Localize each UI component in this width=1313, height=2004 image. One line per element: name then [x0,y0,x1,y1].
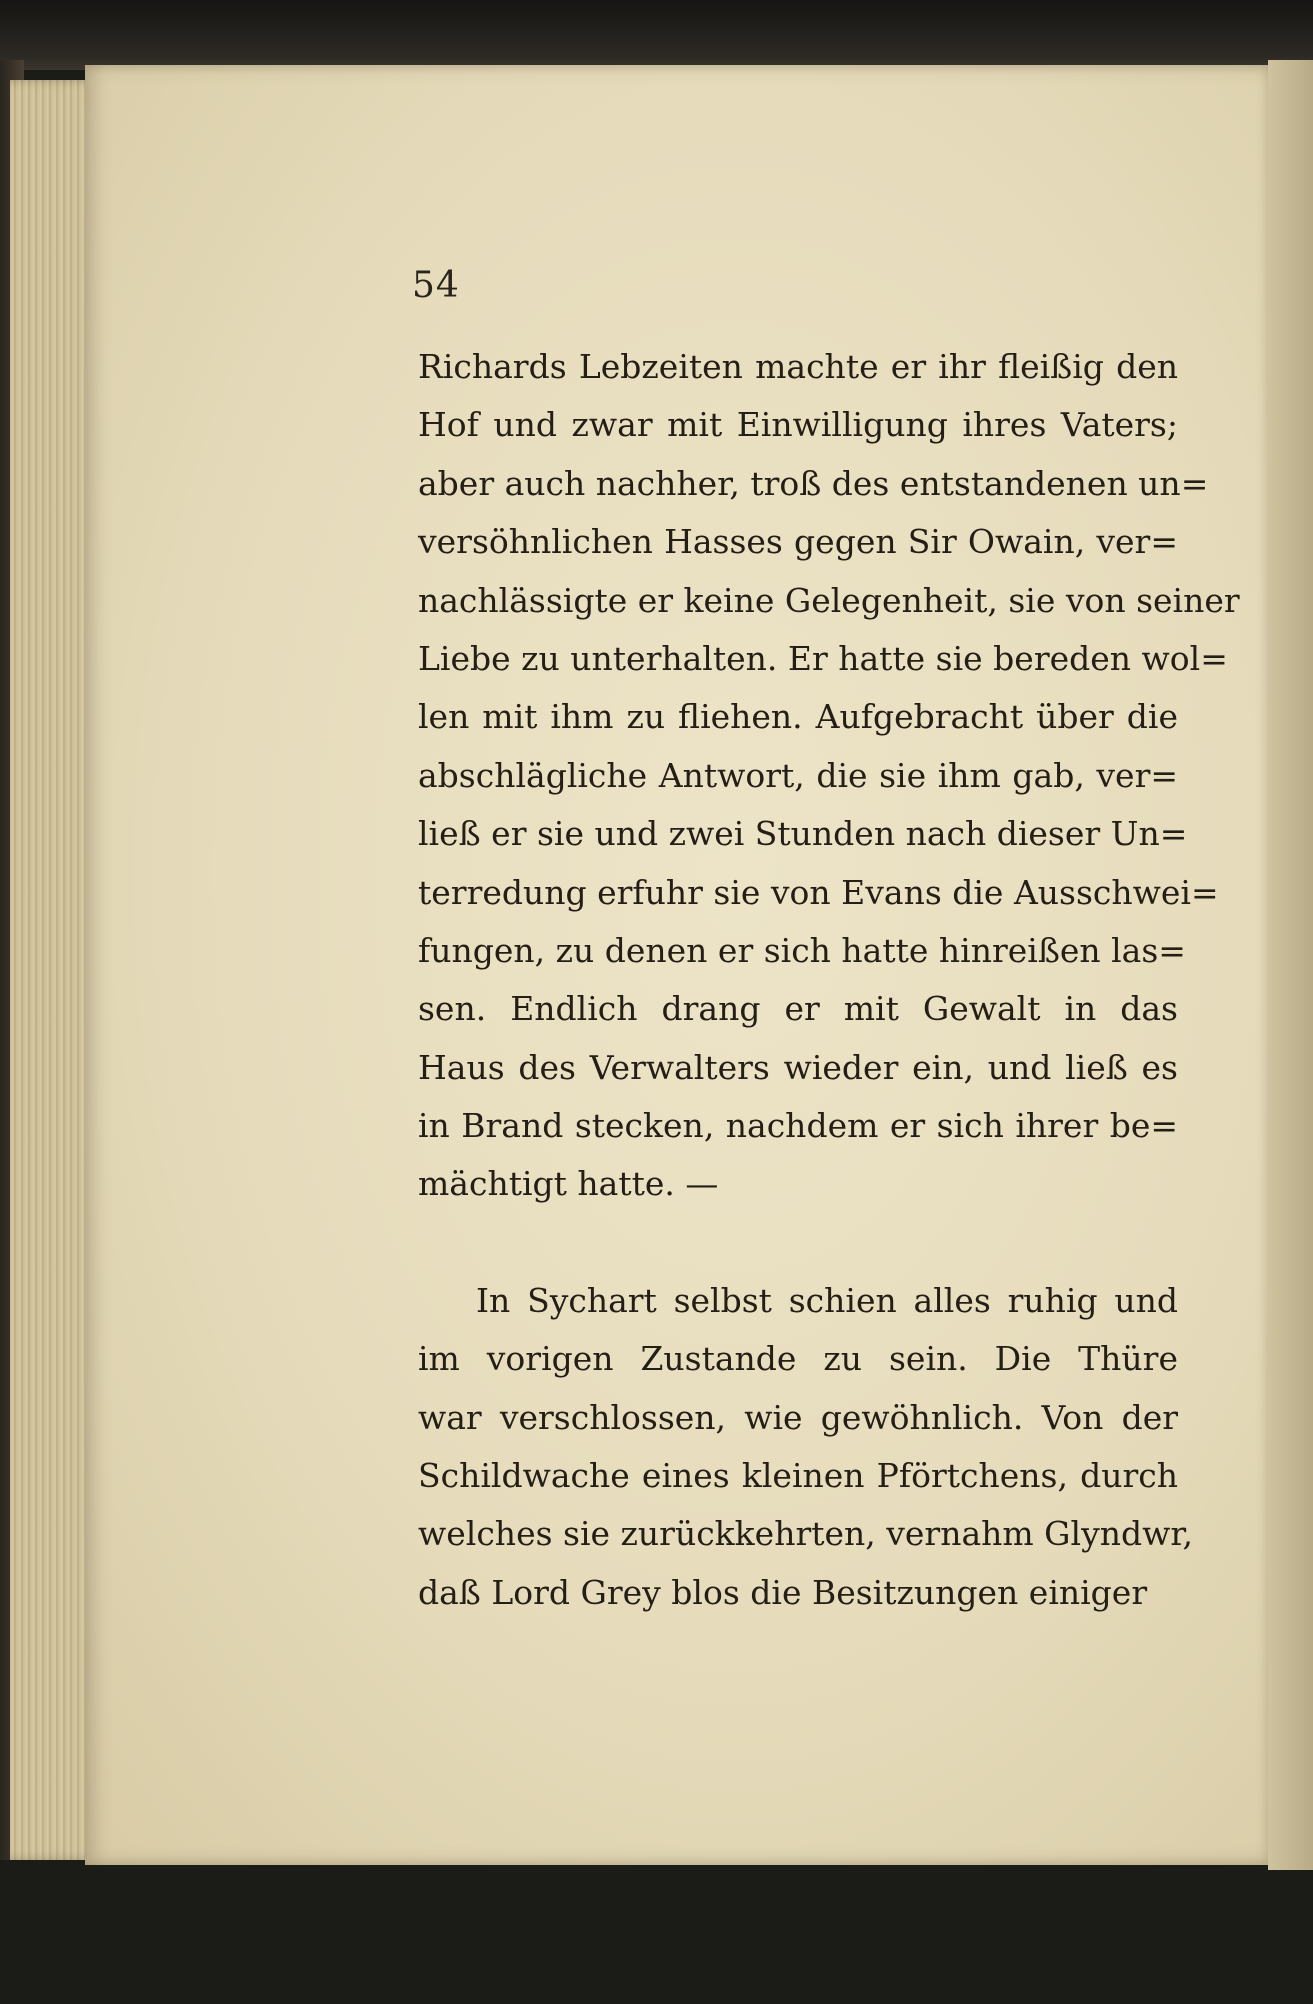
text-line: mächtigt hatte. — [418,1164,719,1204]
text-line: war verschlossen, wie gewöhnlich. Von der [418,1397,1178,1437]
text-line: ließ er sie und zwei Stunden nach dieser Un= [418,814,1188,854]
text-line: welches sie zurückkehrten, vernahm Glyndwr, [418,1514,1193,1554]
text-line: In Sychart selbst schien alles ruhig und [476,1280,1178,1320]
paragraph-2 [418,1272,1193,1622]
facing-page-edge [1268,60,1313,1870]
paragraph-gap [418,1214,1178,1272]
text-line: Richards Lebzeiten machte er ihr fleißig den [418,347,1178,386]
paragraph-1 [418,338,1240,1214]
text-line: Hof und zwar mit Einwilligung ihres Vaters; [418,405,1178,445]
text-line: aber auch nachher, troß des entstandenen un= [418,463,1209,503]
text-line: Schildwache eines kleinen Pförtchens, durch [418,1456,1178,1496]
text-line: len mit ihm zu fliehen. Aufgebracht über die [418,697,1178,737]
text-line: fungen, zu denen er sich hatte hinreißen las= [418,930,1186,970]
text-line: nachlässigte er keine Gelegenheit, sie von seiner [418,580,1240,620]
page-text [418,338,1240,1622]
text-line: abschlägliche Antwort, die sie ihm gab, ver= [418,755,1178,795]
text-line: terredung erfuhr sie von Evans die Ausschwei= [418,872,1219,912]
text-line: Haus des Verwalters wieder ein, und ließ es [418,1047,1178,1087]
book-top-edge [0,0,1313,70]
text-line: daß Lord Grey blos die Besitzungen einiger [418,1572,1148,1612]
text-line: im vorigen Zustande zu sein. Die Thüre [418,1339,1178,1379]
page-number: 54 [412,265,460,306]
text-line: in Brand stecken, nachdem er sich ihrer be= [418,1106,1178,1146]
text-line: versöhnlichen Hasses gegen Sir Owain, ver= [418,522,1178,562]
text-line: sen. Endlich drang er mit Gewalt in das [418,989,1178,1029]
text-line: Liebe zu unterhalten. Er hatte sie bereden wol= [418,638,1228,678]
